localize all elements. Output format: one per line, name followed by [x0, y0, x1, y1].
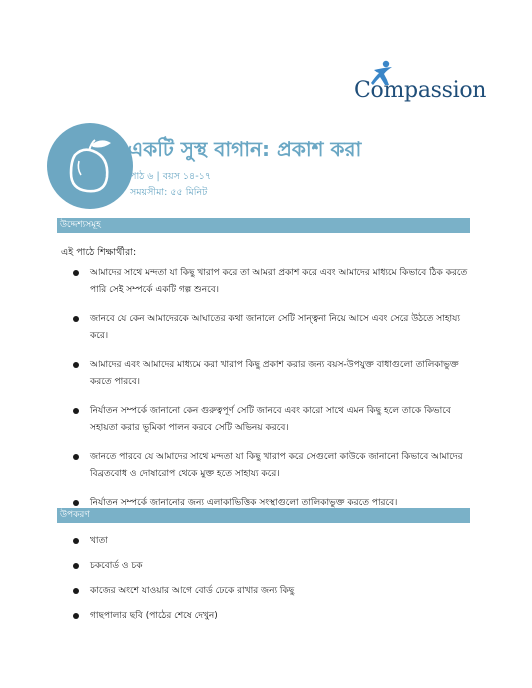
list-item: জানতে পারবে যে আমাদের সাথে মন্দতা যা কিছু খারাপ করে সেগুলো কাউকে জানানো কিভাবে আমাদের বিব্রতবোধ ও দোষারোপ থেকে মুক্ত হতে সাহায্য করে।: [60, 449, 470, 483]
page-title: একটি সুস্থ বাগান: প্রকাশ করা: [128, 137, 362, 161]
compassion-logo: [350, 60, 487, 110]
bullet-icon: [73, 500, 79, 506]
bullet-icon: [73, 454, 79, 460]
materials-list: [60, 533, 470, 633]
objectives-intro: এই পাঠে শিক্ষার্থীরা:: [61, 247, 137, 258]
bullet-icon: [73, 270, 79, 276]
list-item: চকবোর্ড ও চক: [60, 558, 470, 575]
bullet-icon: [73, 408, 79, 414]
bullet-icon: [73, 588, 79, 594]
bullet-icon: [73, 563, 79, 569]
bullet-icon: [73, 316, 79, 322]
mango-icon: [65, 137, 115, 195]
objectives-heading: উদ্দেশ্যসমূহ: [57, 218, 470, 233]
list-item: গাছপালার ছবি (পাঠের শেষে দেখুন): [60, 608, 470, 625]
objectives-list: [60, 265, 470, 524]
mango-emblem: [47, 123, 133, 209]
list-item: জানবে যে কেন আমাদেরকে আঘাতের কথা জানালে সেটি সান্ত্বনা নিয়ে আসে এবং সেরে উঠতে সাহায্য করে।: [60, 311, 470, 345]
lesson-age-line: পাঠ ৬ | বয়স ১৪-১৭: [130, 171, 211, 182]
list-item: খাতা: [60, 533, 470, 550]
bullet-icon: [73, 538, 79, 544]
bullet-icon: [73, 362, 79, 368]
list-item: কাজের অংশে যাওয়ার আগে বোর্ড ঢেকে রাখার জন্য কিছু: [60, 583, 470, 600]
bullet-icon: [73, 613, 79, 619]
list-item: নির্যাতন সম্পর্কে জানানো কেন গুরুত্বপূর্ণ সেটি জানবে এবং কারো সাথে এমন কিছু হলে তাকে কিভাবে সহায়তা করার ভূমিকা পালন করবে সেটি অভিনয় করবে।: [60, 403, 470, 437]
list-item: আমাদের এবং আমাদের মাধ্যমে করা খারাপ কিছু প্রকাশ করার জন্য বয়স-উপযুক্ত বাধাগুলো তালিকাভুক্ত করতে পারবে।: [60, 357, 470, 391]
list-item: আমাদের সাথে মন্দতা যা কিছু খারাপ করে তা আমরা প্রকাশ করে এবং আমাদের মাধ্যমে কিভাবে ঠিক করতে পারি সেই সম্পর্কে একটি গল্প শুনবে।: [60, 265, 470, 299]
materials-heading: উপকরণ: [57, 508, 470, 523]
logo-wordmark: Compassion: [354, 78, 487, 103]
duration-line: সময়সীমা: ৫৫ মিনিট: [130, 187, 208, 198]
list-item: নির্যাতন সম্পর্কে জানানোর জন্য এলাকাভিত্তিক সংস্থাগুলো তালিকাভুক্ত করতে পারবে।: [60, 495, 470, 512]
